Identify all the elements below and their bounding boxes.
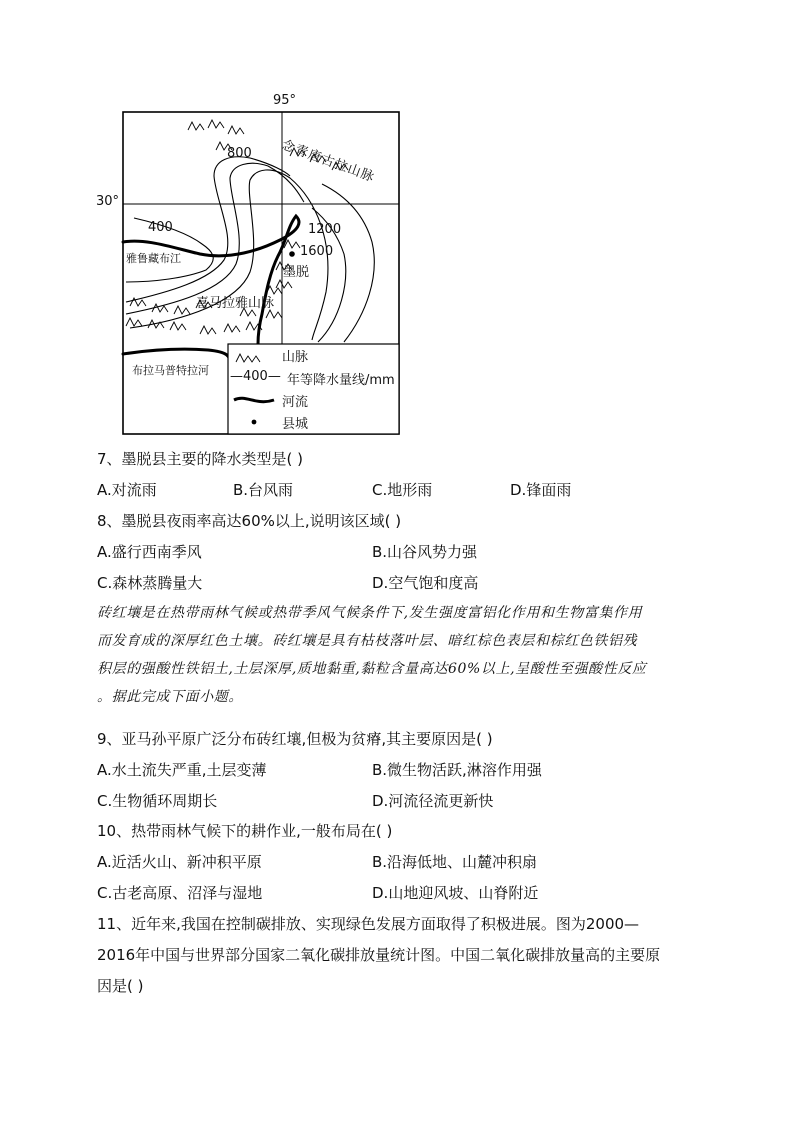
q7-option-c: C.地形雨 <box>372 481 433 499</box>
q9-option-c: C.生物循环周期长 <box>97 792 218 810</box>
legend-isoline-text: 年等降水量线/mm <box>287 373 395 388</box>
contour-label-800: 800 <box>227 146 252 161</box>
q10-option-a: A.近活火山、新冲积平原 <box>97 853 262 871</box>
q10-option-c: C.古老高原、沼泽与湿地 <box>97 884 263 902</box>
contour-label-1600: 1600 <box>300 244 334 259</box>
q8-option-d: D.空气饱和度高 <box>372 574 479 592</box>
passage-line-1: 砖红壤是在热带雨林气候或热带季风气候条件下,发生强度富铝化作用和生物富集作用 <box>97 605 643 621</box>
legend-isoline-value: 400 <box>243 369 268 384</box>
mountain-south-label: 喜马拉雅山脉 <box>196 296 275 311</box>
question-10-stem: 10、热带雨林气候下的耕作业,一般布局在( ) <box>97 822 393 840</box>
q7-option-b: B.台风雨 <box>233 481 294 499</box>
legend-city-text: 县城 <box>282 417 309 432</box>
isoline-1600-b <box>322 184 374 342</box>
legend-isoline-sample <box>230 369 281 384</box>
q10-option-d: D.山地迎风坡、山脊附近 <box>372 884 539 902</box>
legend-isoline-dash: — <box>230 369 243 384</box>
contour-label-1200: 1200 <box>308 222 342 237</box>
question-8-stem: 8、墨脱县夜雨率高达60%以上,说明该区域( ) <box>97 512 402 530</box>
legend-river-text: 河流 <box>282 395 309 410</box>
question-11-line-3: 因是( ) <box>97 977 144 995</box>
passage-line-2: 而发育成的深厚红色土壤。砖红壤是具有枯枝落叶层、暗红棕色表层和棕红色铁铝残 <box>97 633 638 649</box>
legend-mountain-text: 山脉 <box>282 350 309 365</box>
legend-city-symbol <box>252 420 257 425</box>
question-7-stem: 7、墨脱县主要的降水类型是( ) <box>97 450 304 468</box>
q7-option-a: A.对流雨 <box>97 481 157 499</box>
q8-option-c: C.森林蒸腾量大 <box>97 574 203 592</box>
latitude-label: 30° <box>96 194 120 209</box>
q10-option-b: B.沿海低地、山麓冲积扇 <box>372 853 538 871</box>
question-9-stem: 9、亚马孙平原广泛分布砖红壤,但极为贫瘠,其主要原因是( ) <box>97 730 493 748</box>
question-11-line-1: 11、近年来,我国在控制碳排放、实现绿色发展方面取得了积极进展。图为2000— <box>97 915 640 933</box>
q9-option-a: A.水土流失严重,土层变薄 <box>97 761 267 779</box>
q8-option-b: B.山谷风势力强 <box>372 543 478 561</box>
q9-option-b: B.微生物活跃,淋溶作用强 <box>372 761 542 779</box>
mountain-north-label: 念青唐古拉山脉 <box>279 137 377 186</box>
contour-label-400: 400 <box>148 220 173 235</box>
river-label-brahmaputra: 布拉马普特拉河 <box>132 364 209 377</box>
legend-isoline-dash: — <box>267 369 281 384</box>
q8-option-a: A.盛行西南季风 <box>97 543 202 561</box>
city-label: 墨脱 <box>283 265 310 280</box>
passage-line-4: 。据此完成下面小题。 <box>97 689 243 705</box>
q7-option-d: D.锋面雨 <box>510 481 572 499</box>
passage-line-3: 积层的强酸性铁铝土,土层深厚,质地黏重,黏粒含量高达60%以上,呈酸性至强酸性反应 <box>97 661 647 677</box>
question-11-line-2: 2016年中国与世界部分国家二氧化碳排放量统计图。中国二氧化碳排放量高的主要原 <box>97 946 661 964</box>
q9-option-d: D.河流径流更新快 <box>372 792 494 810</box>
medog-city-dot <box>289 251 295 257</box>
laterite-passage <box>97 599 702 711</box>
precipitation-map <box>90 92 410 440</box>
longitude-label: 95° <box>273 93 297 108</box>
river-label-yarlung: 雅鲁藏布江 <box>126 252 181 265</box>
